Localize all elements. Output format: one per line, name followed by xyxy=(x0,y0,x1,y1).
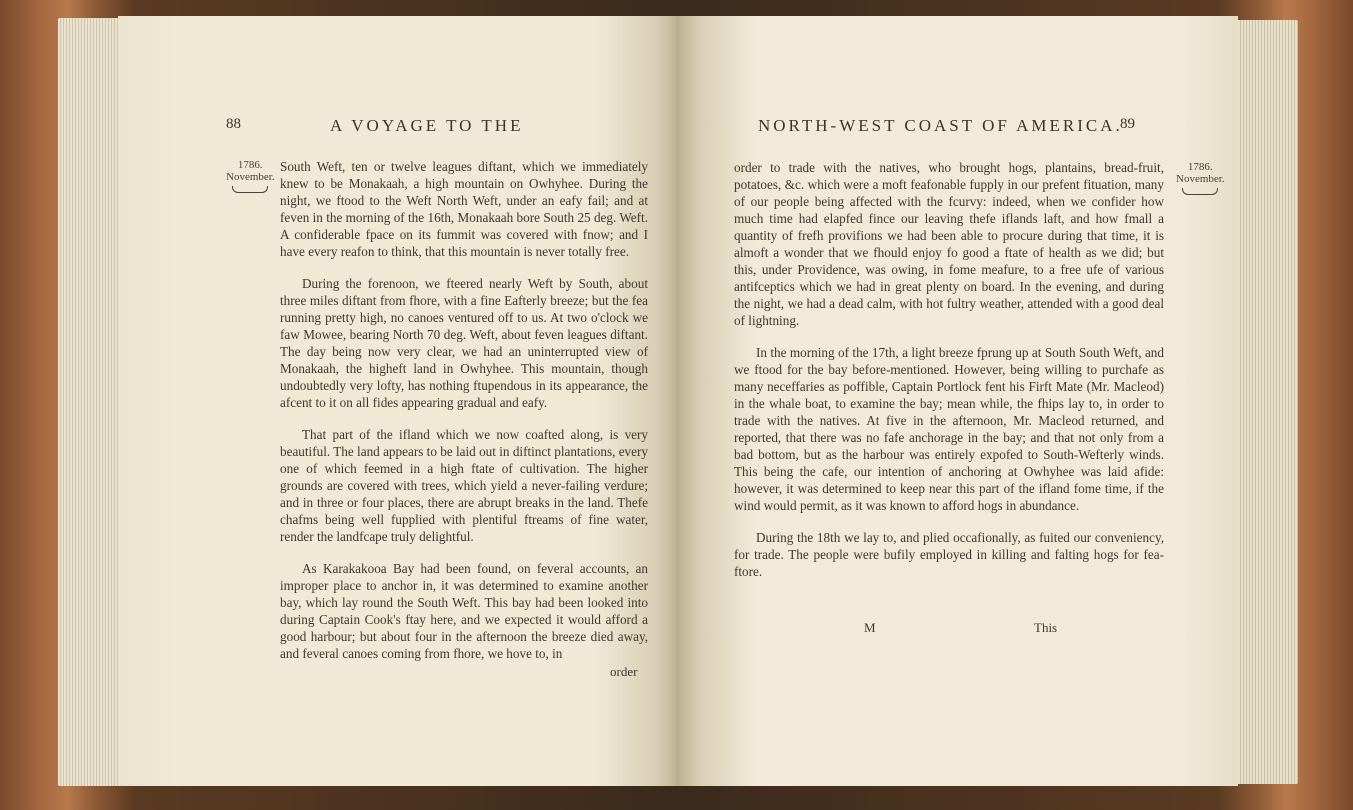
paragraph: South Weft, ten or twelve leagues diftant, which we immediately knew to be Monakaah, a high mountain on Owhyhee. During the night, we ftood to the Weft North Weft, under an eafy fail; and at feven in the morning of the 16th, Monakaah bore South 25 deg. Weft. A confiderable fpace on its fummit was covered with fnow; and I have every reafon to think, that this mountain is never totally free. xyxy=(280,159,648,259)
paragraph: As Karakakooa Bay had been found, on feveral accounts, an improper place to anchor in, it was determined to examine another bay, which lay round the South Weft. This bay had been looked into during Captain Cook's ftay here, and we expected it would afford a good harbour; but about four in the afternoon the breeze died away, and feveral canoes coming from fhore, we hove to, in xyxy=(280,561,648,661)
paragraph: That part of the ifland which we now coafted along, is very beautiful. The land appears to be laid out in diftinct plantations, every one of which feemed in a high ftate of cultivation. The higher grounds are covered with trees, which yield a never-failing verdure; and in three or four places, there are abrupt breaks in the land. Thefe chafms being well fupplied with plentiful ftreams of fine water, render the landfcape truly delightful. xyxy=(280,427,648,544)
signature-mark: M xyxy=(864,620,876,635)
paragraph: During the forenoon, we fteered nearly Weft by South, about three miles diftant from fhore, with a fine Eafterly breeze; but the fea running pretty high, no canoes ventured off to us. At two o'clock we faw Mowee, bearing North 70 deg. Weft, about feven leagues diftant. The day being now very clear, we had an uninterrupted view of Monakaah, the higheft land in Owhyhee. This mountain, though undoubtedly very lofty, has nothing ftupendous in its appearance, the afcent to it on all fides appearing gradual and eafy. xyxy=(280,276,648,410)
brace-icon xyxy=(1182,188,1218,195)
right-catchword: This xyxy=(1034,620,1058,635)
left-page-edges xyxy=(58,18,120,786)
left-catchword: order xyxy=(610,664,638,679)
right-page-number: 89 xyxy=(1120,116,1135,132)
margin-year: 1786. xyxy=(1187,161,1213,173)
paragraph: In the morning of the 17th, a light breeze fprung up at South South Weft, and we ftood for the bay before-mentioned. However, being willing to purchafe as many neceffaries as poffible, Captain Portlock fent his Firft Mate (Mr. Macleod) in the whale boat, to examine the bay; mean while, the fhips lay to, in order to trade with the natives. At five in the afternoon, Mr. Macleod returned, and reported, that there was no fafe anchorage in the bay; and that not only from a bad bottom, but as the harbour was entirely expofed to South-Wefterly winds. This being the cafe, our intention of anchoring at Owhyhee was laid afide: however, it was determined to keep near this part of the ifland fome time, if the wind would permit, as it was known to afford hogs in abundance. xyxy=(734,345,1164,513)
paragraph: During the 18th we lay to, and plied occafionally, as fuited our conveniency, for trade. The people were bufily employed in killing and falting hogs for fea-ftore. xyxy=(734,530,1164,579)
right-running-head: NORTH-WEST COAST OF AMERICA. xyxy=(758,116,1123,135)
brace-icon xyxy=(232,186,268,193)
left-body-text xyxy=(280,158,648,677)
margin-month: November. xyxy=(226,171,275,183)
right-page xyxy=(676,16,1238,786)
margin-month: November. xyxy=(1176,173,1225,185)
left-margin-note xyxy=(226,159,275,193)
left-page-number: 88 xyxy=(226,116,241,132)
left-running-head: A VOYAGE TO THE xyxy=(330,116,524,135)
left-page xyxy=(118,16,678,786)
right-page-edges xyxy=(1232,20,1298,784)
paragraph: order to trade with the natives, who brought hogs, plantains, bread-fruit, potatoes, &c. which were a moft feafonable fupply in our prefent fituation, many of our people being affected with the fcurvy: indeed, when we confider how much time had elapfed fince our leaving thefe iflands laft, and how fmall a quantity of frefh provifions we had been able to procure during that time, it is almoft a wonder that we fhould enjoy fo good a ftate of health as we did; but this, under Providence, was owing, in fome meafure, to a free ufe of various antifceptics which we had in great plenty on board. In the evening, and during the night, we had a dead calm, with hot fultry weather, attended with a good deal of lightning. xyxy=(734,160,1164,328)
margin-year: 1786. xyxy=(237,159,263,171)
right-margin-note xyxy=(1176,161,1225,195)
right-body-text xyxy=(734,159,1164,595)
